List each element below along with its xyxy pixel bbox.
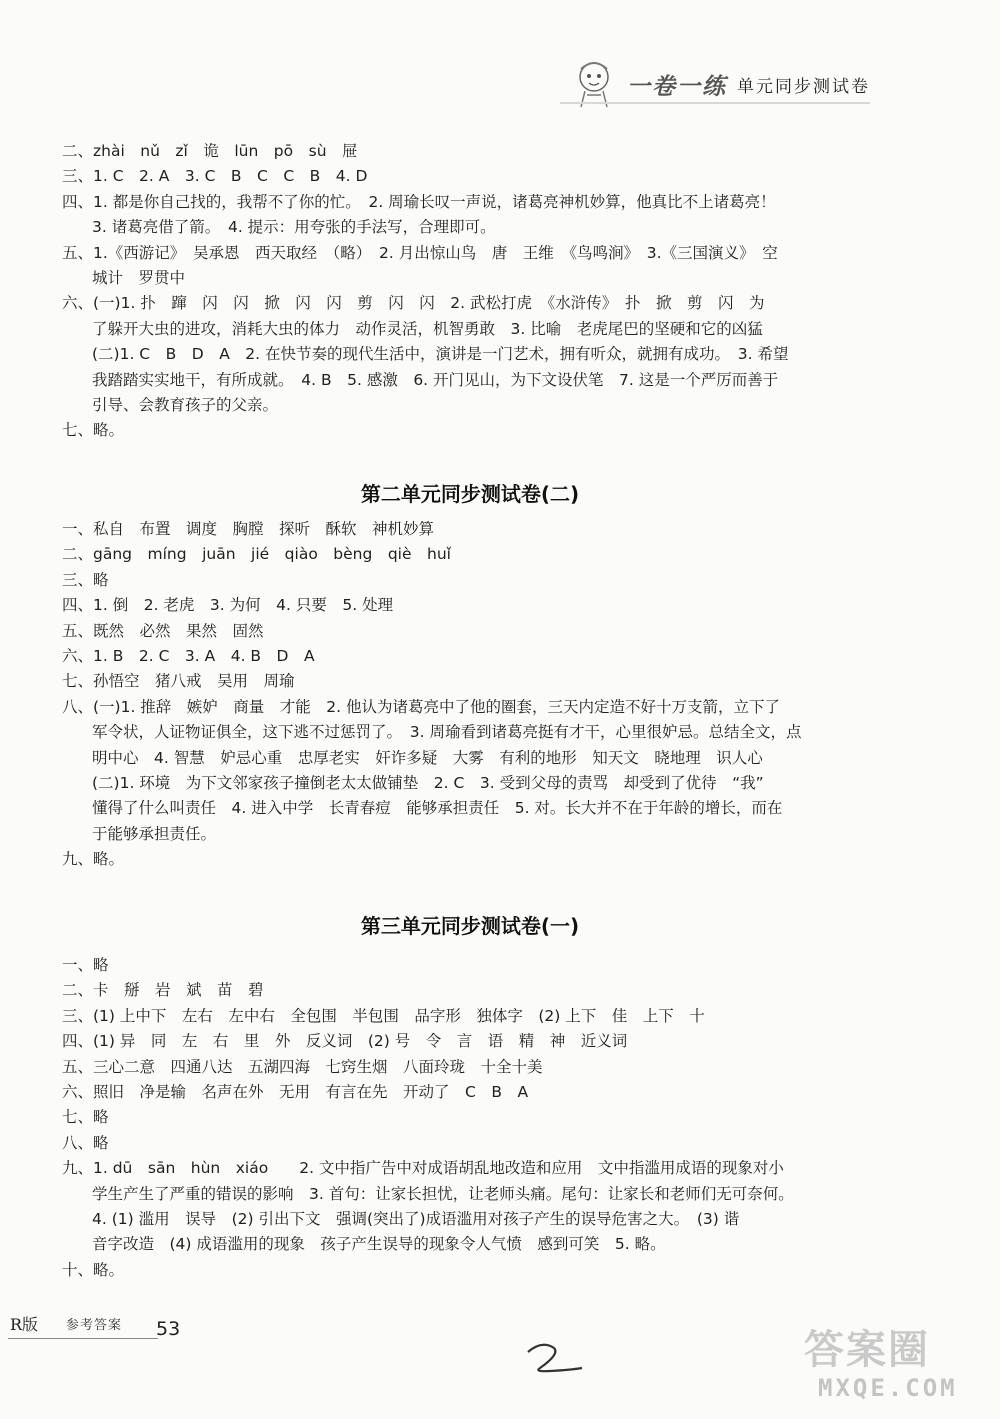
edition-label: R版 (10, 1315, 39, 1334)
answer-line: 3. 诸葛亮借了箭。 4. 提示：用夸张的手法写，合理即可。 (92, 218, 496, 237)
page-footer (6, 1310, 181, 1370)
answer-line: 二、卡 掰 岩 斌 苗 碧 (62, 981, 264, 1000)
answer-line: 五、既然 必然 果然 固然 (62, 621, 264, 640)
answer-line: 二、zhài nǔ zǐ 诡 lūn pō sù 屉 (62, 142, 358, 160)
answer-line: 懂得了什么叫责任 4. 进入中学 长青春痘 能够承担责任 5. 对。长大并不在于年龄的增长，而在 (92, 799, 783, 818)
answer-line: 六、照旧 净是输 名声在外 无用 有言在先 开动了 C B A (62, 1082, 529, 1101)
answer-line: 四、1. 都是你自己找的，我帮不了你的忙。 2. 周瑜长叹一声说，诸葛亮神机妙算，他真比不上诸葛亮！ (62, 192, 776, 211)
answer-block-3 (62, 953, 882, 1283)
answer-line: 学生产生了严重的错误的影响 3. 首句：让家长担忧，让老师头痛。尾句：让家长和老师们无可奈何。 (92, 1184, 794, 1203)
watermark-text: 答案圈 (804, 1327, 930, 1373)
page-number: 53 (156, 1318, 181, 1340)
answer-block-1 (62, 139, 882, 444)
answer-line: 十、略。 (62, 1260, 125, 1279)
mascot-icon (565, 55, 623, 113)
answer-line: 明中心 4. 智慧 妒忌心重 忠厚老实 奸诈多疑 大雾 有利的地形 知天文 晓地理 识人心 (92, 748, 763, 767)
answer-line: 音字改造 (4) 成语滥用的现象 孩子产生误导的现象令人气愤 感到可笑 5. 略。 (92, 1235, 666, 1254)
answer-line: 我踏踏实实地干，有所成就。 4. B 5. 感激 6. 开门见山，为下文设伏笔 7. 这是一个严厉而善于 (92, 370, 779, 389)
section-title-unit3: 第三单元同步测试卷(一) (360, 914, 580, 938)
answer-line: (二)1. 环境 为下文邻家孩子撞倒老太太做铺垫 2. C 3. 受到父母的责骂 却受到了优待 “我” (92, 773, 764, 792)
answer-line: 三、(1) 上中下 左右 左中右 全包围 半包围 品字形 独体字 (2) 上下 佳 上下 十 (62, 1006, 705, 1025)
answer-line: 于能够承担责任。 (92, 824, 217, 843)
answers-label: 参考答案 (66, 1318, 123, 1333)
answer-line: 七、孙悟空 猪八戒 吴用 周瑜 (62, 672, 295, 691)
answer-line: 五、1.《西游记》 吴承恩 西天取经 （略） 2. 月出惊山鸟 唐 王维 《鸟鸣涧》 3.《三国演义》 空 (62, 243, 778, 262)
answer-line: 九、略。 (62, 850, 125, 869)
answer-line: 九、1. dū sān hùn xiáo 2. 文中指广告中对成语胡乱地改造和应用 文中指滥用成语的现象对小 (62, 1159, 784, 1178)
answer-line: 三、略 (62, 570, 109, 589)
answer-line: 城计 罗贯中 (92, 268, 186, 287)
handwritten-mark (520, 1338, 590, 1378)
answer-line: 四、(1) 异 同 左 右 里 外 反义词 (2) 号 令 言 语 精 神 近义词 (62, 1032, 628, 1051)
answer-line: 七、略。 (62, 421, 125, 440)
answer-line: (二)1. C B D A 2. 在快节奏的现代生活中，演讲是一门艺术，拥有听众，就拥有成功。 3. 希望 (92, 345, 789, 364)
answer-line: 一、略 (62, 956, 109, 974)
watermark-url: MXQE.COM (818, 1374, 958, 1402)
footer-divider (8, 1338, 158, 1339)
answer-line: 八、(一)1. 推辞 嫉妒 商量 才能 2. 他认为诸葛亮中了他的圈套，三天内定造不好十万支箭，立下了 (62, 697, 781, 716)
answer-line: 七、略 (62, 1108, 109, 1127)
header-title: 单元同步测试卷 (737, 76, 870, 97)
watermark (804, 1318, 980, 1408)
header-divider (560, 102, 870, 104)
answer-line: 一、私自 布置 调度 胸膛 探听 酥软 神机妙算 (62, 520, 435, 538)
answer-line: 二、gāng míng juān jié qiào bèng qiè huǐ (62, 545, 451, 564)
answer-line: 三、1. C 2. A 3. C B C C B 4. D (62, 167, 368, 186)
answer-line: 八、略 (62, 1133, 109, 1152)
answer-line: 六、1. B 2. C 3. A 4. B D A (62, 646, 315, 665)
section-title-unit2: 第二单元同步测试卷(二) (360, 482, 580, 506)
answer-line: 军令状，人证物证俱全，这下逃不过惩罚了。 3. 周瑜看到诸葛亮挺有才干，心里很妒忌。总结全文，点 (92, 723, 802, 742)
answer-line: 4. (1) 滥用 误导 (2) 引出下文 强调(突出了)成语滥用对孩子产生的误导危害之大。 (3) 谐 (92, 1209, 740, 1228)
brand-logo: 一卷一练 (627, 73, 727, 100)
answer-line: 引导、会教育孩子的父亲。 (92, 395, 279, 414)
answer-line: 了躲开大虫的进攻，消耗大虫的体力 动作灵活，机智勇敢 3. 比喻 老虎尾巴的坚硬和它的凶猛 (92, 319, 763, 338)
answer-block-2 (62, 517, 882, 872)
answer-line: 六、(一)1. 扑 蹿 闪 闪 掀 闪 闪 剪 闪 闪 2. 武松打虎 《水浒传》 扑 掀 剪 闪 为 (62, 294, 765, 313)
page-header (565, 54, 870, 114)
answer-line: 五、三心二意 四通八达 五湖四海 七窍生烟 八面玲珑 十全十美 (62, 1057, 543, 1076)
answer-line: 四、1. 倒 2. 老虎 3. 为何 4. 只要 5. 处理 (62, 596, 394, 615)
